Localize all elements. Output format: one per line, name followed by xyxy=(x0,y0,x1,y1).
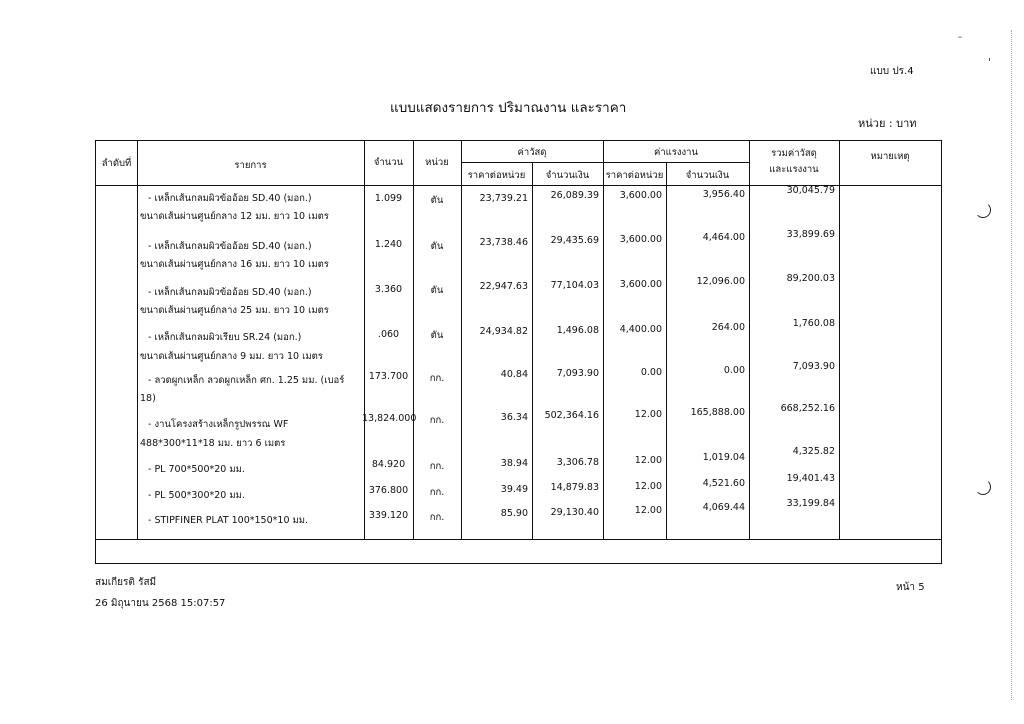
material-amount: 29,435.69 xyxy=(550,235,599,246)
material-amount: 3,306.78 xyxy=(556,457,599,468)
item-unit: ตัน xyxy=(430,285,444,296)
item-desc: - เหล็กเส้นกลมผิวข้ออ้อย SD.40 (มอก.) xyxy=(148,241,312,252)
labor-unit-price: 3,600.00 xyxy=(619,234,662,245)
scan-mark: ' xyxy=(988,56,992,69)
header-total-line1: รวมค่าวัสดุ xyxy=(771,148,817,159)
labor-amount: 165,888.00 xyxy=(690,407,745,418)
labor-amount: 1,019.04 xyxy=(702,452,745,463)
labor-amount: 12,096.00 xyxy=(696,276,745,287)
item-desc: 18) xyxy=(140,393,156,404)
total-amount: 1,760.08 xyxy=(792,318,835,329)
item-desc: - งานโครงสร้างเหล็กรูปพรรณ WF xyxy=(148,419,289,430)
form-code: แบบ ปร.4 xyxy=(870,66,914,77)
item-desc: - เหล็กเส้นกลมผิวข้ออ้อย SD.40 (มอก.) xyxy=(148,193,312,204)
item-qty: 173.700 xyxy=(368,371,409,382)
item-qty: 1.240 xyxy=(374,239,403,250)
page-edge-line xyxy=(1011,30,1012,700)
labor-amount: 264.00 xyxy=(711,322,745,333)
total-amount: 30,045.79 xyxy=(786,185,835,196)
labor-amount: 3,956.40 xyxy=(702,189,745,200)
item-desc: ขนาดเส้นผ่านศูนย์กลาง 9 มม. ยาว 10 เมตร xyxy=(140,351,323,362)
page-title: แบบแสดงรายการ ปริมาณงาน และราคา xyxy=(390,100,627,116)
labor-unit-price: 12.00 xyxy=(634,505,662,516)
header-unit: หน่วย xyxy=(425,157,449,168)
item-desc: - ลวดผูกเหล็ก ลวดผูกเหล็ก ศก. 1.25 มม. (เบอร์ xyxy=(148,375,345,386)
item-unit: ตัน xyxy=(430,330,444,341)
item-desc: - PL 700*500*20 มม. xyxy=(148,464,245,475)
total-amount: 89,200.03 xyxy=(786,273,835,284)
item-unit: กก. xyxy=(429,373,445,384)
punch-hole-mark xyxy=(975,202,991,218)
material-unit-price: 23,739.21 xyxy=(479,193,528,204)
material-unit-price: 24,934.82 xyxy=(479,326,528,337)
material-unit-price: 40.84 xyxy=(500,369,528,380)
header-labor-amount: จำนวนเงิน xyxy=(685,170,730,181)
labor-unit-price: 0.00 xyxy=(640,367,662,378)
material-amount: 26,089.39 xyxy=(550,190,599,201)
labor-unit-price: 3,600.00 xyxy=(619,190,662,201)
item-desc: - เหล็กเส้นกลมผิวข้ออ้อย SD.40 (มอก.) xyxy=(148,287,312,298)
labor-amount: 4,464.00 xyxy=(702,232,745,243)
total-amount: 668,252.16 xyxy=(780,403,835,414)
labor-amount: 4,521.60 xyxy=(702,478,745,489)
material-unit-price: 85.90 xyxy=(500,508,528,519)
material-amount: 29,130.40 xyxy=(550,507,599,518)
labor-unit-price: 12.00 xyxy=(634,409,662,420)
total-amount: 19,401.43 xyxy=(786,473,835,484)
page-number: หน้า 5 xyxy=(896,582,925,593)
item-desc: ขนาดเส้นผ่านศูนย์กลาง 12 มม. ยาว 10 เมตร xyxy=(140,211,329,222)
header-material-amount: จำนวนเงิน xyxy=(545,170,590,181)
material-unit-price: 36.34 xyxy=(500,412,528,423)
header-material: ค่าวัสดุ xyxy=(517,147,547,158)
header-no: ลำดับที่ xyxy=(101,158,132,169)
material-unit-price: 39.49 xyxy=(500,484,528,495)
item-desc: ขนาดเส้นผ่านศูนย์กลาง 25 มม. ยาว 10 เมตร xyxy=(140,305,329,316)
item-unit: ตัน xyxy=(430,241,444,252)
header-material-unit-price: ราคาต่อหน่วย xyxy=(467,170,526,181)
total-amount: 4,325.82 xyxy=(792,446,835,457)
column-rule xyxy=(839,141,840,539)
header-group-rule xyxy=(461,162,749,163)
header-labor: ค่าแรงงาน xyxy=(653,147,699,158)
material-unit-price: 23,738.46 xyxy=(479,237,528,248)
item-qty: 13,824.000 xyxy=(362,413,417,424)
item-desc: ขนาดเส้นผ่านศูนย์กลาง 16 มม. ยาว 10 เมตร xyxy=(140,259,329,270)
item-unit: กก. xyxy=(429,487,445,498)
item-qty: 1.099 xyxy=(374,193,403,204)
item-qty: 3.360 xyxy=(374,284,403,295)
material-amount: 77,104.03 xyxy=(550,280,599,291)
material-amount: 7,093.90 xyxy=(556,368,599,379)
body-bottom-rule xyxy=(96,539,941,540)
item-qty: .060 xyxy=(377,329,400,340)
item-desc: - STIPFINER PLAT 100*150*10 มม. xyxy=(148,515,309,526)
material-amount: 1,496.08 xyxy=(556,325,599,336)
print-datetime: 26 มิถุนายน 2568 15:07:57 xyxy=(95,598,226,609)
header-qty: จำนวน xyxy=(373,157,404,168)
item-unit: ตัน xyxy=(430,195,444,206)
total-amount: 33,199.84 xyxy=(786,498,835,509)
item-unit: กก. xyxy=(429,512,445,523)
material-amount: 14,879.83 xyxy=(550,482,599,493)
column-rule xyxy=(137,141,138,539)
labor-unit-price: 3,600.00 xyxy=(619,279,662,290)
item-qty: 376.800 xyxy=(368,485,409,496)
scan-mark: - xyxy=(958,30,962,43)
item-qty: 339.120 xyxy=(368,510,409,521)
cost-table xyxy=(95,140,942,564)
labor-unit-price: 12.00 xyxy=(634,481,662,492)
preparer-name: สมเกียรติ รัสมี xyxy=(95,577,157,588)
labor-amount: 0.00 xyxy=(723,365,745,376)
labor-amount: 4,069.44 xyxy=(702,502,745,513)
labor-unit-price: 4,400.00 xyxy=(619,324,662,335)
item-unit: กก. xyxy=(429,415,445,426)
header-labor-unit-price: ราคาต่อหน่วย xyxy=(605,170,664,181)
item-desc: - เหล็กเส้นกลมผิวเรียบ SR.24 (มอก.) xyxy=(148,332,302,343)
header-remark: หมายเหตุ xyxy=(870,151,910,162)
unit-note: หน่วย : บาท xyxy=(858,117,917,130)
header-total-line2: และแรงงาน xyxy=(769,164,819,175)
item-unit: กก. xyxy=(429,461,445,472)
item-qty: 84.920 xyxy=(371,459,406,470)
item-desc: 488*300*11*18 มม. ยาว 6 เมตร xyxy=(140,438,286,449)
material-unit-price: 22,947.63 xyxy=(479,281,528,292)
material-amount: 502,364.16 xyxy=(544,410,599,421)
labor-unit-price: 12.00 xyxy=(634,455,662,466)
punch-hole-mark xyxy=(975,479,991,495)
item-desc: - PL 500*300*20 มม. xyxy=(148,490,245,501)
total-amount: 33,899.69 xyxy=(786,229,835,240)
header-item: รายการ xyxy=(234,160,267,171)
total-amount: 7,093.90 xyxy=(792,361,835,372)
material-unit-price: 38.94 xyxy=(500,458,528,469)
